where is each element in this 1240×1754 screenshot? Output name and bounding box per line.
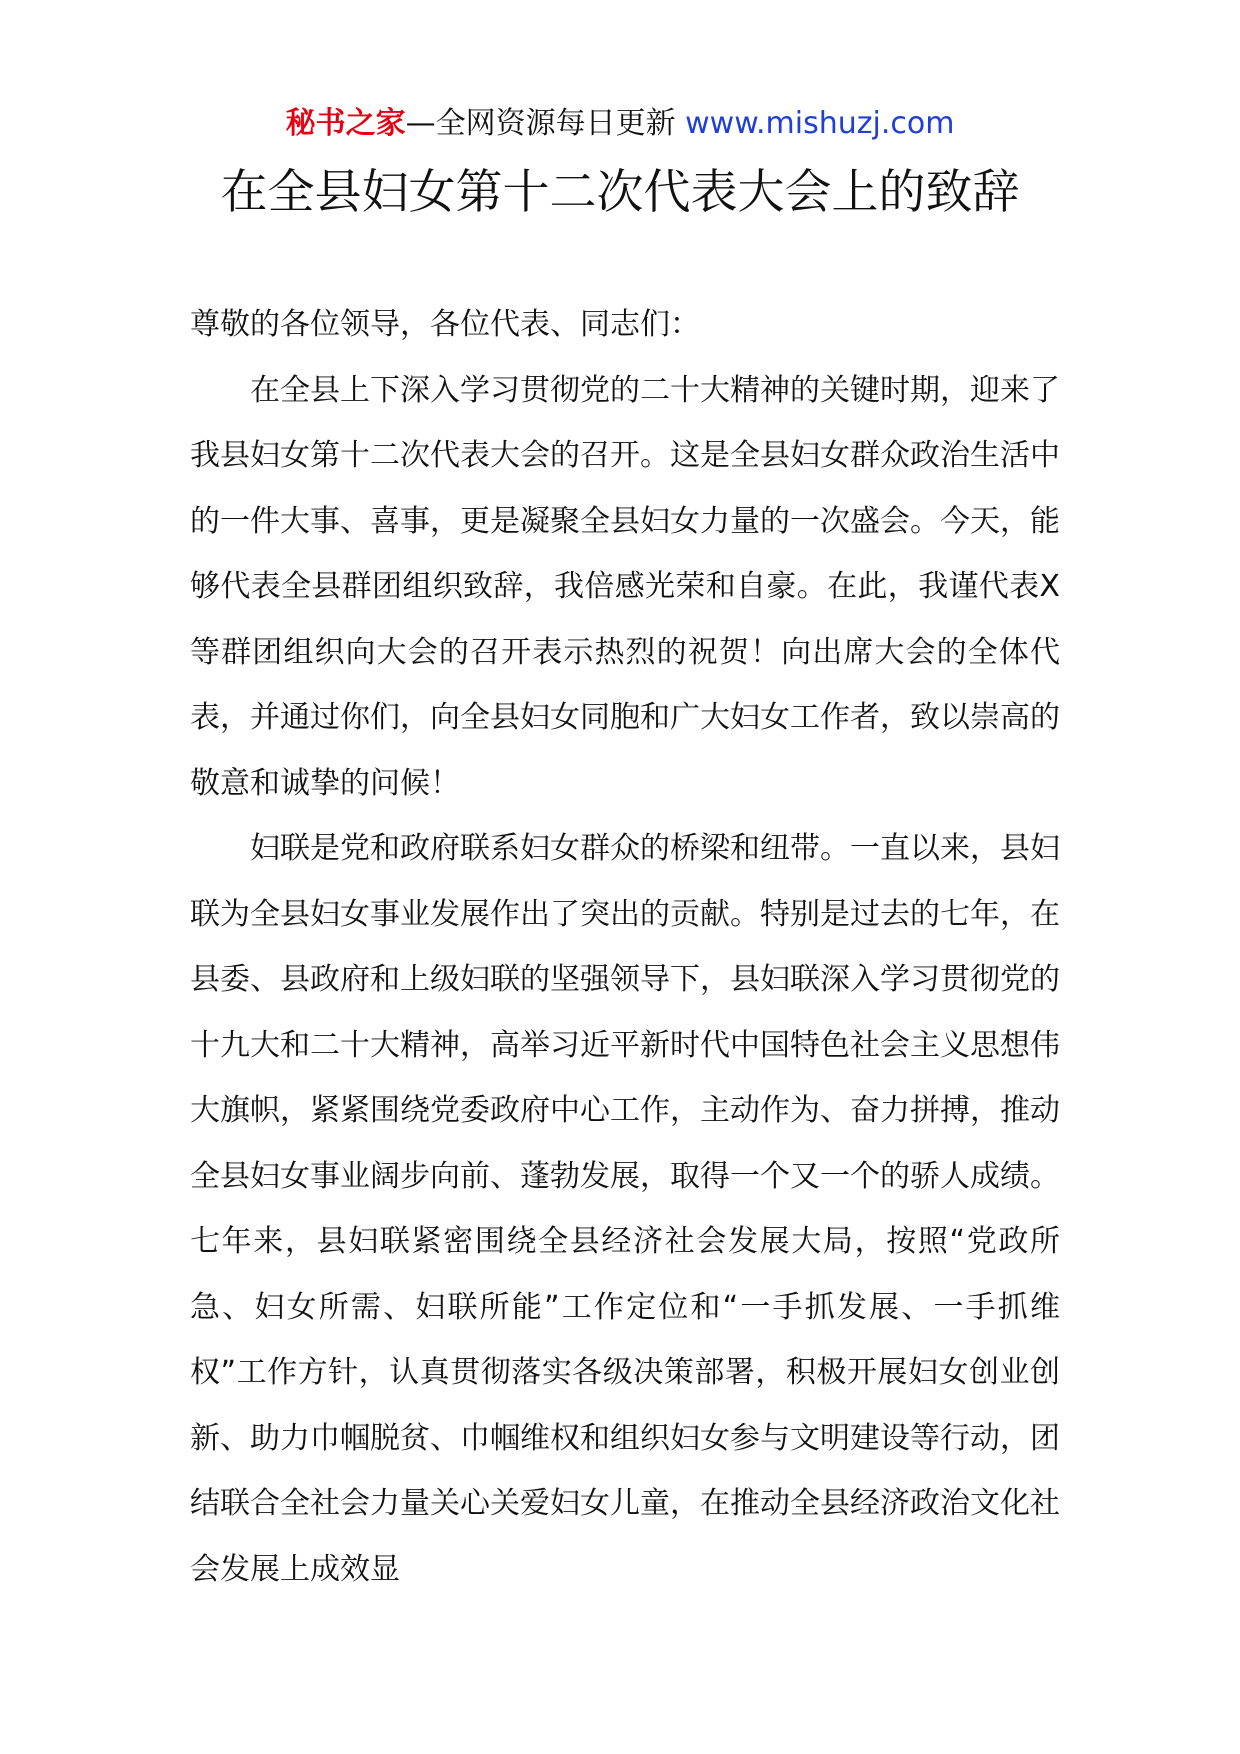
salutation: 尊敬的各位领导，各位代表、同志们：	[190, 307, 700, 342]
paragraph-2: 妇联是党和政府联系妇女群众的桥梁和纽带。一直以来，县妇联为全县妇女事业发展作出了突出的贡献。特别是过去的七年，在县委、县政府和上级妇联的坚强领导下，县妇联深入学习贯彻党的十九大和二十大精神，高举习近平新时代中国特色社会主义思想伟大旗帜，紧紧围绕党委政府中心工作，主动作为、奋力拼搏，推动全县妇女事业阔步向前、蓬勃发展，取得一个又一个的骄人成绩。七年来，县妇联紧密围绕全县经济社会发展大局，按照“党政所急、妇女所需、妇联所能”工作定位和“一手抓发展、一手抓维权”工作方针，认真贯彻落实各级决策部署，积极开展妇女创业创新、助力巾帼脱贫、巾帼维权和组织妇女参与文明建设等行动，团结联合全社会力量关心关爱妇女儿童，在推动全县经济政治文化社会发展上成效显	[190, 831, 1060, 1587]
document-body	[190, 292, 1060, 1602]
site-url-link[interactable]: www.mishuzj.com	[685, 106, 955, 141]
paragraph-1: 在全县上下深入学习贯彻党的二十大精神的关键时期，迎来了我县妇女第十二次代表大会的召开。这是全县妇女群众政治生活中的一件大事、喜事，更是凝聚全县妇女力量的一次盛会。今天，能够代表全县群团组织致辞，我倍感光荣和自豪。在此，我谨代表X等群团组织向大会的召开表示热烈的祝贺！向出席大会的全体代表，并通过你们，向全县妇女同胞和广大妇女工作者，致以崇高的敬意和诚挚的问候！	[190, 372, 1060, 801]
brand-name: 秘书之家	[285, 106, 406, 141]
site-header	[0, 100, 1240, 148]
header-tagline: —全网资源每日更新	[405, 106, 676, 141]
document-title: 在全县妇女第十二次代表大会上的致辞	[220, 165, 1020, 220]
